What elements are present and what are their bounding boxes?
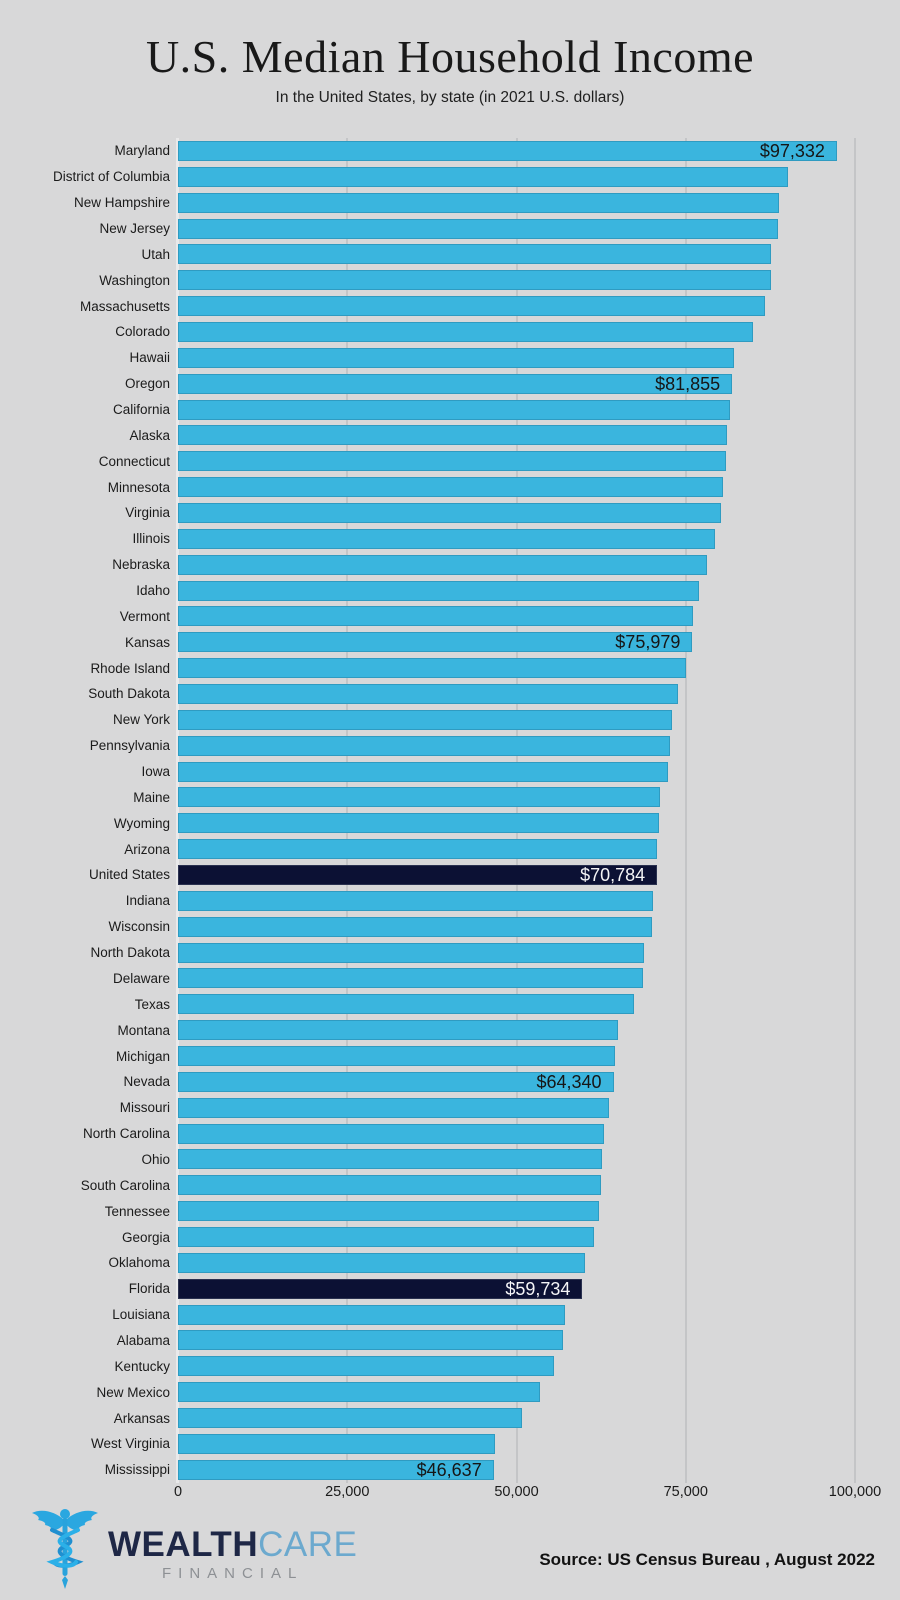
state-label-arkansas: Arkansas [113,1410,170,1426]
bar-row-nebraska [8,552,855,578]
state-label-virginia: Virginia [125,505,170,521]
bar-new-york [178,710,672,730]
bar-row-kansas [8,629,855,655]
bar-new-mexico [178,1382,540,1402]
state-label-connecticut: Connecticut [98,453,170,469]
bar-track [178,991,855,1017]
state-label-rhode-island: Rhode Island [90,660,170,676]
bar-california [178,400,730,420]
state-label-united-states: United States [88,867,170,883]
state-label-north-carolina: North Carolina [82,1126,170,1142]
bar-track [178,1457,855,1483]
bar-united-states [178,865,657,885]
bar-track [178,784,855,810]
bar-row-rhode-island [8,655,855,681]
bar-track [178,862,855,888]
bar-track [178,371,855,397]
bar-row-west-virginia [8,1431,855,1457]
value-label-maryland: $97,332 [759,140,825,161]
bar-track [178,422,855,448]
state-label-georgia: Georgia [121,1229,170,1245]
bar-row-florida [8,1276,855,1302]
bar-row-montana [8,1017,855,1043]
bar-florida [178,1279,582,1299]
bar-row-wyoming [8,810,855,836]
state-label-west-virginia: West Virginia [90,1436,170,1452]
state-label-idaho: Idaho [136,583,170,599]
state-label-wisconsin: Wisconsin [108,919,170,935]
bar-track [178,448,855,474]
bar-track [178,474,855,500]
bar-new-jersey [178,219,778,239]
state-label-indiana: Indiana [125,893,170,909]
bar-track [178,138,855,164]
bar-nevada [178,1072,614,1092]
state-label-oklahoma: Oklahoma [108,1255,170,1271]
bar-track [178,293,855,319]
bar-track [178,1405,855,1431]
bar-track [178,707,855,733]
logo-care: CARE [258,1525,358,1564]
bar-row-south-dakota [8,681,855,707]
bar-row-arkansas [8,1405,855,1431]
bar-track [178,629,855,655]
bar-track [178,319,855,345]
x-tick-75000: 75,000 [663,1484,708,1500]
state-label-wyoming: Wyoming [113,815,170,831]
state-label-alabama: Alabama [116,1332,170,1348]
bar-row-utah [8,241,855,267]
bar-track [178,1431,855,1457]
state-label-vermont: Vermont [119,608,170,624]
bar-alaska [178,425,727,445]
bar-track [178,888,855,914]
bar-track [178,216,855,242]
bar-row-south-carolina [8,1172,855,1198]
bar-track [178,1353,855,1379]
state-label-pennsylvania: Pennsylvania [89,738,170,754]
state-label-ohio: Ohio [141,1151,170,1167]
bar-iowa [178,762,668,782]
state-label-tennessee: Tennessee [104,1203,170,1219]
bar-utah [178,244,771,264]
state-label-iowa: Iowa [141,764,170,780]
bar-row-new-mexico [8,1379,855,1405]
bar-track [178,526,855,552]
bar-row-indiana [8,888,855,914]
bar-chart [8,138,855,1483]
x-tick-100000: 100,000 [828,1484,882,1500]
bar-row-washington [8,267,855,293]
bar-track [178,1147,855,1173]
bar-pennsylvania [178,736,670,756]
state-label-new-hampshire: New Hampshire [73,195,170,211]
state-label-new-jersey: New Jersey [99,221,170,236]
state-label-illinois: Illinois [132,531,170,547]
x-axis [173,1484,882,1502]
state-label-nevada: Nevada [123,1074,170,1090]
bar-row-texas [8,991,855,1017]
bar-track [178,1043,855,1069]
caduceus-icon [28,1506,102,1590]
value-label-oregon: $81,855 [655,373,721,394]
bar-row-oklahoma [8,1250,855,1276]
bar-row-new-jersey [8,216,855,242]
bar-wyoming [178,813,659,833]
bar-minnesota [178,477,723,497]
x-tick-25000: 25,000 [325,1484,370,1500]
bar-arizona [178,839,657,859]
bar-row-connecticut [8,448,855,474]
bar-track [178,1198,855,1224]
bar-north-dakota [178,943,644,963]
bar-mississippi [178,1460,494,1480]
bar-rows [8,138,855,1483]
bar-ohio [178,1149,602,1169]
logo-financial: FINANCIAL [161,1565,304,1582]
bar-row-alaska [8,422,855,448]
bar-row-missouri [8,1095,855,1121]
source-text: Source: US Census Bureau , August 2022 [539,1550,875,1569]
bar-georgia [178,1227,594,1247]
bar-row-united-states [8,862,855,888]
state-label-washington: Washington [99,272,170,288]
bar-row-california [8,397,855,423]
bar-track [178,578,855,604]
value-label-nevada: $64,340 [536,1071,602,1092]
bar-track [178,241,855,267]
state-label-south-carolina: South Carolina [80,1177,170,1193]
bar-track [178,836,855,862]
bar-row-pennsylvania [8,733,855,759]
bar-alabama [178,1330,563,1350]
bar-row-new-york [8,707,855,733]
bar-hawaii [178,348,734,368]
bar-missouri [178,1098,609,1118]
bar-maryland [178,141,837,161]
bar-track [178,1250,855,1276]
state-label-mississippi: Mississippi [104,1462,170,1478]
wealthcare-logo [28,1506,357,1590]
state-label-new-mexico: New Mexico [96,1384,170,1400]
bar-kansas [178,632,692,652]
state-label-florida: Florida [128,1281,170,1297]
bar-montana [178,1020,618,1040]
bar-texas [178,994,634,1014]
logo-wealth: WEALTH [108,1525,259,1564]
state-label-utah: Utah [141,246,170,262]
bar-row-oregon [8,371,855,397]
value-label-united-states: $70,784 [580,864,646,885]
state-label-oregon: Oregon [124,376,170,392]
bar-oklahoma [178,1253,585,1273]
state-label-massachusetts: Massachusetts [79,298,170,314]
bar-track [178,1379,855,1405]
bar-row-virginia [8,500,855,526]
bar-row-georgia [8,1224,855,1250]
bar-tennessee [178,1201,599,1221]
bar-row-arizona [8,836,855,862]
bar-row-wisconsin [8,914,855,940]
state-label-district-of-columbia: District of Columbia [52,169,170,185]
bar-track [178,1172,855,1198]
bar-track [178,1224,855,1250]
state-label-south-dakota: South Dakota [88,686,170,702]
bar-track [178,1095,855,1121]
bar-row-north-dakota [8,940,855,966]
bar-oregon [178,374,732,394]
bar-indiana [178,891,653,911]
bar-west-virginia [178,1434,495,1454]
bar-track [178,1017,855,1043]
bar-row-illinois [8,526,855,552]
state-label-minnesota: Minnesota [107,479,170,495]
bar-track [178,1276,855,1302]
bar-track [178,914,855,940]
bar-connecticut [178,451,726,471]
bar-vermont [178,606,693,626]
bar-row-massachusetts [8,293,855,319]
value-label-kansas: $75,979 [615,632,681,653]
state-label-arizona: Arizona [124,841,170,857]
page-subtitle: In the United States, by state (in 2021 U.S. dollars) [275,89,625,106]
bar-row-minnesota [8,474,855,500]
bar-track [178,1302,855,1328]
bar-new-hampshire [178,193,779,213]
bar-track [178,1069,855,1095]
x-tick-0: 0 [173,1484,183,1500]
bar-row-tennessee [8,1198,855,1224]
bar-track [178,500,855,526]
state-label-hawaii: Hawaii [129,350,170,366]
bar-row-north-carolina [8,1121,855,1147]
state-label-maine: Maine [133,789,170,805]
bar-row-ohio [8,1147,855,1173]
state-label-delaware: Delaware [112,970,170,986]
bar-south-dakota [178,684,678,704]
state-label-louisiana: Louisiana [112,1307,170,1323]
bar-row-vermont [8,603,855,629]
value-label-florida: $59,734 [505,1278,571,1299]
state-label-colorado: Colorado [115,324,170,340]
bar-row-maryland [8,138,855,164]
bar-row-alabama [8,1328,855,1354]
bar-track [178,603,855,629]
state-label-missouri: Missouri [119,1100,170,1116]
bar-massachusetts [178,296,765,316]
bar-virginia [178,503,721,523]
state-label-maryland: Maryland [114,143,170,159]
bar-row-district-of-columbia [8,164,855,190]
bar-idaho [178,581,699,601]
bar-wisconsin [178,917,652,937]
state-label-texas: Texas [134,996,170,1012]
bar-row-iowa [8,759,855,785]
bar-maine [178,787,660,807]
bar-track [178,190,855,216]
bar-rhode-island [178,658,686,678]
state-label-alaska: Alaska [129,427,170,443]
bar-track [178,759,855,785]
state-label-kansas: Kansas [124,634,170,650]
bar-row-colorado [8,319,855,345]
bar-track [178,1121,855,1147]
state-label-north-dakota: North Dakota [90,945,170,961]
bar-row-delaware [8,966,855,992]
bar-north-carolina [178,1124,604,1144]
bar-row-idaho [8,578,855,604]
state-label-california: California [112,402,170,418]
bar-colorado [178,322,753,342]
state-label-nebraska: Nebraska [112,557,170,573]
state-label-kentucky: Kentucky [114,1358,170,1374]
bar-row-maine [8,784,855,810]
bar-track [178,655,855,681]
bar-track [178,552,855,578]
bar-track [178,940,855,966]
bar-row-mississippi [8,1457,855,1483]
bar-district-of-columbia [178,167,788,187]
bar-track [178,267,855,293]
bar-row-new-hampshire [8,190,855,216]
value-label-mississippi: $46,637 [416,1459,482,1480]
bar-illinois [178,529,715,549]
bar-track [178,966,855,992]
bar-track [178,345,855,371]
bar-south-carolina [178,1175,601,1195]
bar-michigan [178,1046,615,1066]
bar-track [178,733,855,759]
bar-track [178,1328,855,1354]
state-label-michigan: Michigan [115,1048,170,1064]
bar-row-louisiana [8,1302,855,1328]
bar-track [178,397,855,423]
bar-row-nevada [8,1069,855,1095]
page-title: U.S. Median Household Income [145,31,755,82]
bar-louisiana [178,1305,565,1325]
bar-track [178,810,855,836]
logo-text [108,1525,358,1582]
bar-row-kentucky [8,1353,855,1379]
bar-nebraska [178,555,707,575]
bar-row-michigan [8,1043,855,1069]
x-tick-50000: 50,000 [494,1484,539,1500]
bar-track [178,164,855,190]
bar-row-hawaii [8,345,855,371]
bar-arkansas [178,1408,522,1428]
bar-track [178,681,855,707]
state-label-new-york: New York [112,712,170,728]
state-label-montana: Montana [117,1022,170,1038]
bar-delaware [178,968,643,988]
bar-washington [178,270,771,290]
bar-kentucky [178,1356,554,1376]
